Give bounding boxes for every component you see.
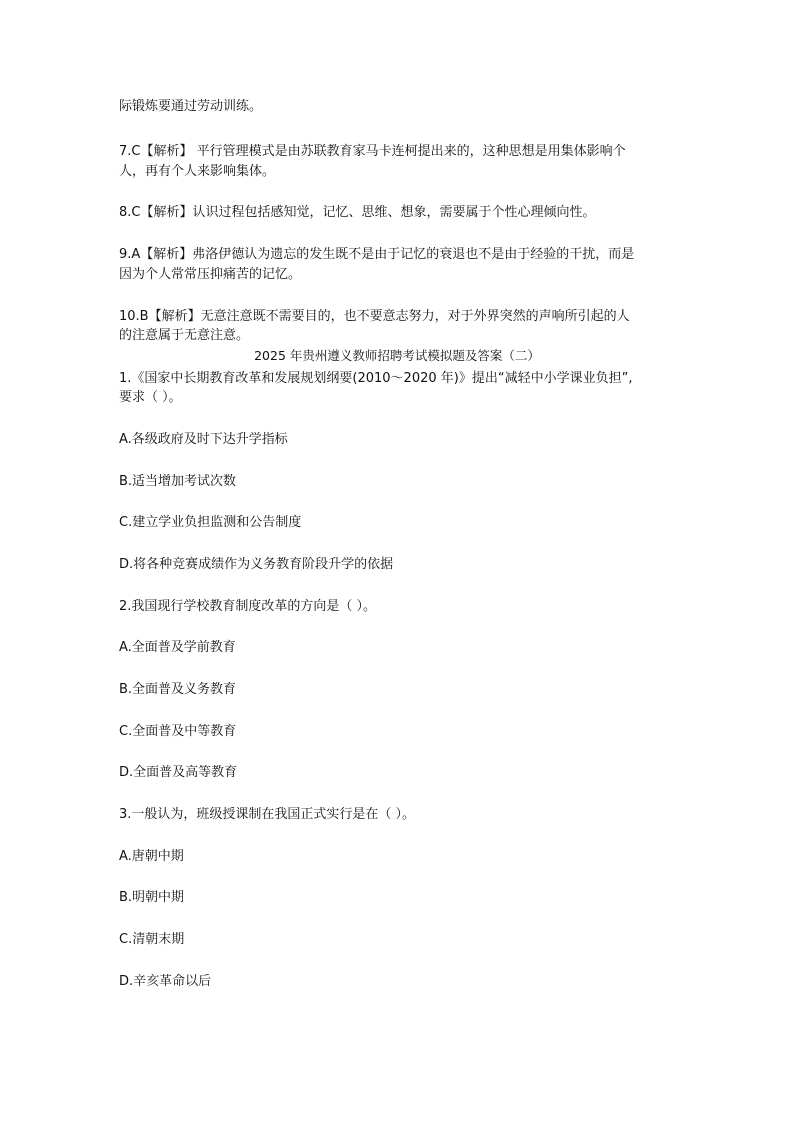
answer-10-line-2: 的注意属于无意注意。 xyxy=(119,328,250,343)
question-3-stem: 3.一般认为，班级授课制在我国正式实行是在（ ）。 xyxy=(119,807,416,822)
question-1-stem-line-2: 要求（ ）。 xyxy=(119,390,182,405)
question-1-stem-line-1: 1.《国家中长期教育改革和发展规划纲要(2010～2020 年)》提出“减轻中小学课业负担”, xyxy=(119,371,633,386)
answer-9-line-1: 9.A【解析】弗洛伊德认为遗忘的发生既不是由于记忆的衰退也不是由于经验的干扰，而是 xyxy=(119,247,635,262)
answer-10-line-1: 10.B【解析】无意注意既不需要目的，也不要意志努力，对于外界突然的声响所引起的人 xyxy=(119,309,630,324)
question-1-option-d: D.将各种竞赛成绩作为义务教育阶段升学的依据 xyxy=(119,557,394,572)
question-2-option-a: A.全面普及学前教育 xyxy=(119,640,236,655)
answer-9-line-2: 因为个人常常压抑痛苦的记忆。 xyxy=(119,267,302,282)
question-3-option-a: A.唐朝中期 xyxy=(119,849,184,864)
section-title: 2025 年贵州遵义教师招聘考试模拟题及答案（二） xyxy=(254,348,540,363)
question-2-option-c: C.全面普及中等教育 xyxy=(119,724,237,739)
answer-7-line-2: 人，再有个人来影响集体。 xyxy=(119,164,276,179)
question-2-option-b: B.全面普及义务教育 xyxy=(119,682,237,697)
question-2-option-d: D.全面普及高等教育 xyxy=(119,765,238,780)
question-3-option-b: B.明朝中期 xyxy=(119,890,185,905)
question-1-option-a: A.各级政府及时下达升学指标 xyxy=(119,432,288,447)
answer-7-line-1: 7.C【解析】 平行管理模式是由苏联教育家马卡连柯提出来的，这种思想是用集体影响个 xyxy=(119,144,626,159)
question-3-option-c: C.清朝末期 xyxy=(119,932,185,947)
carryover-text: 际锻炼要通过劳动训练。 xyxy=(119,99,263,114)
question-2-stem: 2.我国现行学校教育制度改革的方向是（ ）。 xyxy=(119,599,377,614)
question-1-option-c: C.建立学业负担监测和公告制度 xyxy=(119,515,302,530)
question-3-option-d: D.辛亥革命以后 xyxy=(119,974,212,989)
answer-8-line-1: 8.C【解析】认识过程包括感知觉，记忆、思维、想象，需要属于个性心理倾向性。 xyxy=(119,205,596,220)
question-1-option-b: B.适当增加考试次数 xyxy=(119,474,237,489)
